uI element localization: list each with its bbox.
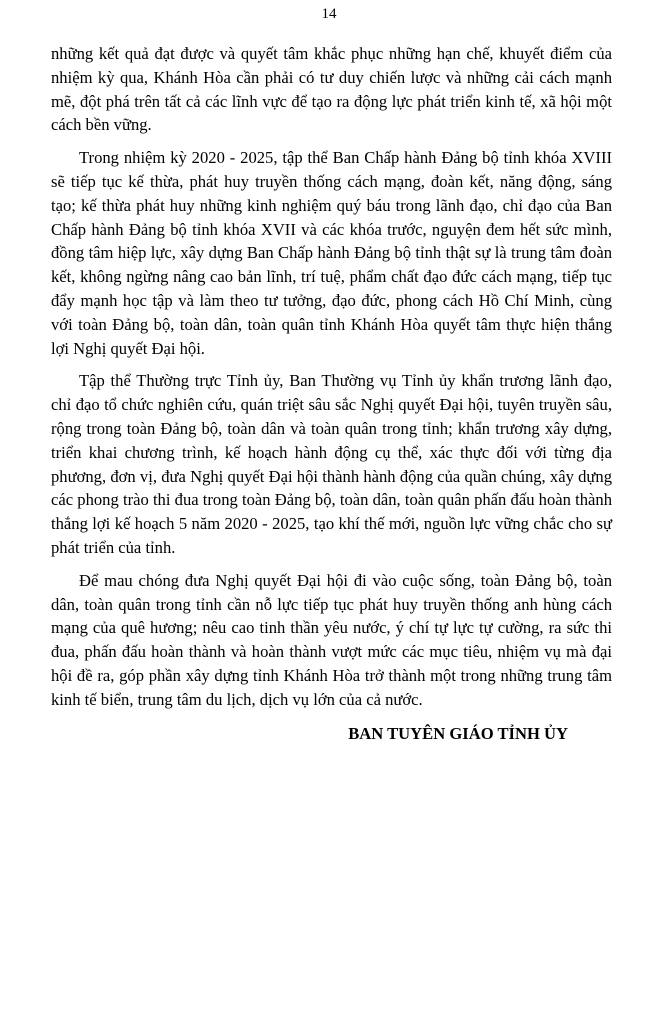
paragraph-standing-committee: Tập thể Thường trực Tỉnh ủy, Ban Thường vụ Tỉnh ủy khẩn trương lãnh đạo, chỉ đạo tổ chức nghiên cứu, quán triệt sâu sắc Nghị quyết Đại hội, tuyên truyền sâu, rộng trong toàn Đảng bộ, toàn dân và toàn quân trong tỉnh; khẩn trương xây dựng, triển khai chương trình, kế hoạch hành động cụ thể, xác thực đối với từng địa phương, đơn vị, đưa Nghị quyết Đại hội thành hành động của quần chúng, xây dựng các phong trào thi đua trong toàn Đảng bộ, toàn dân, toàn quân phấn đấu hoàn thành thắng lợi kế hoạch 5 năm 2020 - 2025, tạo khí thế mới, nguồn lực vững chắc cho sự phát triển của tỉnh. bbox=[51, 371, 612, 557]
page-number: 14 bbox=[321, 6, 337, 22]
signature-block: BAN TUYÊN GIÁO TỈNH ỦY bbox=[348, 723, 568, 743]
paragraph-continuation: những kết quả đạt được và quyết tâm khắc phục những hạn chế, khuyết điểm của nhiệm kỳ qua, Khánh Hòa cần phải có tư duy chiến lược và những cải cách mạnh mẽ, đột phá trên tất cả các lĩnh vực để tạo ra động lực phát triển kinh tế, xã hội một cách bền vững. bbox=[51, 44, 612, 135]
paragraph-call-to-action: Để mau chóng đưa Nghị quyết Đại hội đi vào cuộc sống, toàn Đảng bộ, toàn dân, toàn quân trong tỉnh cần nỗ lực tiếp tục phát huy truyền thống anh hùng cách mạng của quê hương; nêu cao tinh thần yêu nước, ý chí tự lực tự cường, ra sức thi đua, phấn đấu hoàn thành và hoàn thành vượt mức các mục tiêu, nhiệm vụ mà đại hội đề ra, góp phần xây dựng tỉnh Khánh Hòa trở thành một trong những trung tâm kinh tế biển, trung tâm du lịch, dịch vụ lớn của cả nước. bbox=[51, 570, 612, 709]
paragraph-term-commitment: Trong nhiệm kỳ 2020 - 2025, tập thể Ban Chấp hành Đảng bộ tỉnh khóa XVIII sẽ tiếp tục kế thừa, phát huy truyền thống cách mạng, đoàn kết, năng động, sáng tạo; kế thừa phát huy những kinh nghiệm quý báu trong lãnh đạo, chỉ đạo của Ban Chấp hành Đảng bộ tỉnh khóa XVII và các khóa trước, nguyện đem hết sức mình, đồng tâm hiệp lực, xây dựng Ban Chấp hành Đảng bộ tỉnh thật sự là trung tâm đoàn kết, không ngừng nâng cao bản lĩnh, trí tuệ, phẩm chất đạo đức cách mạng, tiếp tục đẩy mạnh học tập và làm theo tư tưởng, đạo đức, phong cách Hồ Chí Minh, cùng với toàn Đảng bộ, toàn dân, toàn quân tỉnh Khánh Hòa quyết tâm thực hiện thắng lợi Nghị quyết Đại hội. bbox=[51, 148, 612, 358]
document-body bbox=[51, 42, 612, 746]
